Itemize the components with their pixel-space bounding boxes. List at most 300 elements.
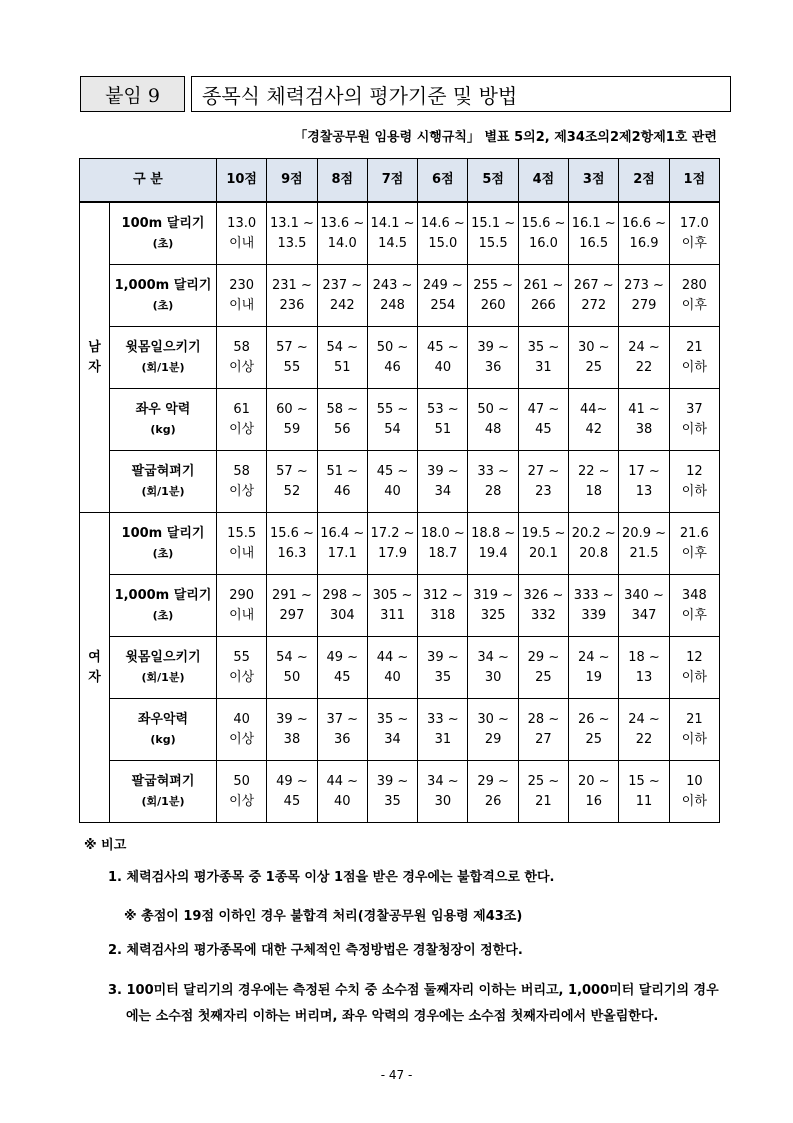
score-value-line: 18.7 [428, 545, 458, 561]
score-value-line: 41 ~ [628, 401, 660, 417]
score-value-line: 45 [535, 421, 552, 437]
score-value-line: 248 [380, 297, 405, 313]
score-value-line: 15.0 [428, 235, 458, 251]
score-value-line: 14.5 [378, 235, 408, 251]
score-value-line: 14.0 [327, 235, 357, 251]
score-value-line: 20.1 [528, 545, 558, 561]
score-value-cell [468, 265, 518, 327]
score-value-line: 45 ~ [427, 339, 459, 355]
gender-char: 자 [88, 669, 101, 685]
score-value-line: 16.3 [277, 545, 307, 561]
score-value-cell [267, 761, 317, 823]
score-value-line: 23 [535, 483, 552, 499]
score-value-line: 51 [434, 421, 452, 437]
score-value-line: 50 [283, 669, 301, 685]
event-cell [110, 389, 217, 451]
score-value-line: 40 [434, 359, 452, 375]
score-value-line: 이내 [229, 297, 255, 313]
score-value-line: 59 [283, 421, 301, 437]
score-value-line: 40 [233, 711, 250, 727]
score-value-line: 이상 [229, 359, 255, 375]
score-value-line: 326 ~ [523, 587, 564, 603]
score-value-line: 36 [484, 359, 502, 375]
score-value-cell [569, 761, 619, 823]
score-value-line: 34 ~ [427, 773, 459, 789]
score-value-cell [569, 389, 619, 451]
score-value-line: 266 [531, 297, 556, 313]
score-value-line: 319 ~ [473, 587, 514, 603]
score-value-line: 45 ~ [376, 463, 409, 479]
score-value-cell [518, 327, 568, 389]
score-value-line: 25 [585, 359, 602, 375]
score-value-line: 58 [233, 339, 250, 355]
score-value-line: 이후 [681, 235, 707, 251]
score-value-line: 27 [535, 731, 552, 747]
score-value-line: 37 [686, 401, 703, 417]
score-value-line: 47 ~ [527, 401, 560, 417]
score-value-cell [217, 202, 267, 265]
score-value-line: 297 [279, 607, 305, 623]
score-value-line: 279 [631, 297, 657, 313]
score-value-line: 54 ~ [326, 339, 359, 355]
score-value-cell [619, 575, 669, 637]
table-row [80, 637, 720, 699]
score-value-line: 325 [480, 607, 506, 623]
score-value-line: 254 [430, 297, 456, 313]
division-header: 구 분 [80, 159, 217, 203]
score-value-line: 10 [686, 773, 703, 789]
score-value-cell [669, 575, 719, 637]
score-value-line: 31 [535, 359, 552, 375]
score-value-line: 13.5 [277, 235, 307, 251]
score-header: 3점 [569, 159, 619, 203]
score-value-line: 20.9 ~ [622, 525, 667, 541]
score-value-cell [468, 513, 518, 575]
score-value-line: 이상 [229, 793, 255, 809]
score-value-line: 25 [585, 731, 602, 747]
score-value-cell [267, 265, 317, 327]
score-value-line: 242 [329, 297, 355, 313]
score-value-line: 18.8 ~ [471, 525, 516, 541]
score-value-line: 44 ~ [326, 773, 359, 789]
score-value-cell [317, 575, 367, 637]
score-value-line: 15.6 ~ [269, 525, 314, 541]
score-value-cell [619, 202, 669, 265]
event-unit: (회/1분) [141, 794, 185, 808]
score-value-cell [619, 513, 669, 575]
score-value-line: 298 ~ [322, 587, 363, 603]
score-value-cell [367, 327, 417, 389]
score-value-line: 44 ~ [376, 649, 409, 665]
score-value-cell [669, 513, 719, 575]
score-value-line: 15.6 ~ [521, 215, 566, 231]
score-value-cell [669, 451, 719, 513]
score-value-line: 이내 [229, 235, 255, 251]
score-value-cell [317, 389, 367, 451]
score-value-line: 17.2 ~ [370, 525, 415, 541]
score-value-cell [217, 637, 267, 699]
score-value-line: 260 [480, 297, 506, 313]
score-value-line: 237 ~ [322, 277, 363, 293]
score-value-line: 15.5 [478, 235, 508, 251]
score-value-cell [518, 637, 568, 699]
score-value-cell [669, 699, 719, 761]
table-header-row [80, 159, 720, 203]
event-unit: (회/1분) [141, 670, 185, 684]
score-value-cell [217, 265, 267, 327]
score-value-line: 18 ~ [628, 649, 660, 665]
page-number: - 47 - [380, 1068, 413, 1082]
score-value-line: 45 [333, 669, 351, 685]
event-cell [110, 451, 217, 513]
score-value-line: 30 ~ [577, 339, 610, 355]
score-value-cell [569, 699, 619, 761]
score-header: 1점 [669, 159, 719, 203]
score-value-line: 35 [384, 793, 401, 809]
score-value-line: 39 ~ [427, 649, 459, 665]
score-value-line: 18.0 ~ [420, 525, 465, 541]
score-value-line: 58 [233, 463, 250, 479]
table-row [80, 575, 720, 637]
score-value-cell [669, 202, 719, 265]
score-value-line: 347 [631, 607, 657, 623]
table-row [80, 451, 720, 513]
event-name: 1,000m 달리기 [114, 277, 212, 293]
score-value-line: 20 ~ [577, 773, 610, 789]
score-value-cell [418, 389, 468, 451]
score-value-cell [468, 327, 518, 389]
score-value-cell [267, 202, 317, 265]
score-value-line: 13.1 ~ [269, 215, 314, 231]
score-value-line: 267 ~ [573, 277, 614, 293]
score-value-line: 이하 [681, 793, 707, 809]
table-row [80, 761, 720, 823]
score-value-cell [518, 265, 568, 327]
event-cell [110, 265, 217, 327]
score-value-cell [569, 327, 619, 389]
score-value-cell [468, 761, 518, 823]
score-value-line: 26 [484, 793, 502, 809]
score-value-line: 39 ~ [376, 773, 409, 789]
score-value-line: 16.5 [579, 235, 609, 251]
score-value-line: 14.1 ~ [370, 215, 415, 231]
score-value-cell [518, 202, 568, 265]
score-value-line: 이하 [681, 483, 707, 499]
score-value-cell [267, 389, 317, 451]
score-value-cell [217, 575, 267, 637]
score-value-cell [418, 265, 468, 327]
score-value-line: 340 ~ [624, 587, 664, 603]
event-name: 1,000m 달리기 [114, 587, 212, 603]
score-value-line: 54 ~ [276, 649, 308, 665]
score-value-line: 이하 [681, 731, 707, 747]
score-value-line: 273 ~ [624, 277, 664, 293]
score-value-line: 50 ~ [477, 401, 509, 417]
event-unit: (초) [152, 298, 174, 312]
score-value-line: 35 [434, 669, 452, 685]
score-value-line: 16.0 [528, 235, 558, 251]
score-value-line: 13 [635, 483, 653, 499]
score-value-line: 28 ~ [527, 711, 560, 727]
score-value-cell [518, 451, 568, 513]
score-value-cell [217, 761, 267, 823]
score-value-line: 16.6 ~ [622, 215, 667, 231]
score-value-line: 31 [434, 731, 452, 747]
score-value-line: 이후 [681, 607, 707, 623]
event-unit: (초) [152, 236, 174, 250]
score-value-line: 51 ~ [326, 463, 359, 479]
score-value-line: 24 ~ [577, 649, 610, 665]
score-value-line: 17 ~ [628, 463, 660, 479]
score-value-line: 30 [434, 793, 452, 809]
score-value-cell [569, 265, 619, 327]
score-value-line: 15 ~ [628, 773, 660, 789]
event-name: 100m 달리기 [121, 215, 205, 231]
event-cell [110, 202, 217, 265]
score-value-line: 57 ~ [276, 463, 308, 479]
score-value-cell [418, 699, 468, 761]
score-value-cell [217, 513, 267, 575]
attachment-tag: 붙임 9 [80, 76, 185, 112]
score-value-line: 이상 [229, 669, 255, 685]
score-value-cell [468, 637, 518, 699]
score-value-line: 304 [329, 607, 355, 623]
score-value-line: 57 ~ [276, 339, 308, 355]
score-value-cell [317, 761, 367, 823]
score-value-line: 33 ~ [477, 463, 509, 479]
score-value-cell [317, 513, 367, 575]
score-value-cell [619, 327, 669, 389]
score-header: 2점 [619, 159, 669, 203]
score-value-cell [367, 389, 417, 451]
score-value-cell [367, 513, 417, 575]
score-value-line: 272 [581, 297, 607, 313]
score-value-line: 231 ~ [272, 277, 312, 293]
score-value-line: 21 [535, 793, 552, 809]
score-value-line: 15.1 ~ [471, 215, 516, 231]
score-value-line: 30 ~ [477, 711, 509, 727]
score-value-line: 58 ~ [326, 401, 359, 417]
event-cell [110, 637, 217, 699]
score-value-line: 318 [430, 607, 456, 623]
event-cell [110, 575, 217, 637]
score-value-line: 60 ~ [276, 401, 308, 417]
score-value-line: 52 [283, 483, 301, 499]
table-row [80, 699, 720, 761]
score-value-cell [217, 699, 267, 761]
score-value-cell [267, 637, 317, 699]
score-header: 4점 [518, 159, 568, 203]
score-value-line: 35 ~ [527, 339, 560, 355]
score-value-cell [569, 451, 619, 513]
score-value-line: 291 ~ [272, 587, 312, 603]
score-value-cell [619, 265, 669, 327]
score-value-line: 29 ~ [527, 649, 560, 665]
note-item-1-sub: ※ 총점이 19점 이하인 경우 불합격 처리(경찰공무원 임용령 제43조) [124, 909, 523, 924]
score-value-line: 38 [283, 731, 301, 747]
score-value-cell [518, 761, 568, 823]
score-value-cell [669, 761, 719, 823]
score-value-line: 33 ~ [427, 711, 459, 727]
score-value-line: 243 ~ [372, 277, 413, 293]
score-value-line: 13.0 [227, 215, 257, 231]
event-cell [110, 327, 217, 389]
score-value-line: 46 [384, 359, 401, 375]
score-value-line: 255 ~ [473, 277, 514, 293]
score-value-cell [267, 575, 317, 637]
score-value-cell [317, 202, 367, 265]
score-value-line: 46 [333, 483, 351, 499]
score-value-cell [468, 202, 518, 265]
score-value-cell [619, 451, 669, 513]
score-value-line: 24 ~ [628, 711, 660, 727]
score-value-cell [418, 202, 468, 265]
table-row [80, 513, 720, 575]
score-value-cell [267, 699, 317, 761]
score-value-line: 38 [635, 421, 653, 437]
table-body [80, 202, 720, 823]
score-value-line: 50 [233, 773, 250, 789]
gender-char: 여 [88, 649, 101, 665]
score-value-cell [418, 513, 468, 575]
score-value-line: 16 [585, 793, 602, 809]
score-value-cell [569, 513, 619, 575]
score-value-cell [217, 451, 267, 513]
score-value-line: 53 ~ [427, 401, 459, 417]
score-value-line: 40 [384, 669, 401, 685]
score-value-line: 12 [686, 649, 703, 665]
score-value-line: 44~ [580, 401, 608, 417]
score-header: 9점 [267, 159, 317, 203]
score-value-line: 17.1 [327, 545, 357, 561]
note-item-1: 1. 체력검사의 평가종목 중 1종목 이상 1점을 받은 경우에는 불합격으로 한다. [108, 870, 555, 885]
score-value-line: 19.4 [478, 545, 508, 561]
score-value-cell [267, 327, 317, 389]
score-value-line: 20.8 [579, 545, 609, 561]
event-unit: (회/1분) [141, 484, 185, 498]
table-row [80, 265, 720, 327]
document-header [80, 76, 731, 112]
score-value-cell [367, 575, 417, 637]
score-value-line: 230 [229, 277, 255, 293]
score-value-cell [619, 389, 669, 451]
score-value-cell [418, 761, 468, 823]
score-value-line: 17.0 [679, 215, 709, 231]
event-cell [110, 699, 217, 761]
score-value-line: 36 [333, 731, 351, 747]
score-header: 10점 [217, 159, 267, 203]
score-value-line: 21.6 [679, 525, 709, 541]
score-value-cell [619, 637, 669, 699]
score-value-line: 40 [384, 483, 401, 499]
score-value-line: 이하 [681, 669, 707, 685]
score-value-cell [367, 451, 417, 513]
notes-section [84, 834, 724, 1044]
gender-char: 자 [88, 359, 101, 375]
score-value-line: 305 ~ [372, 587, 413, 603]
event-unit: (초) [152, 608, 174, 622]
score-value-cell [317, 265, 367, 327]
score-value-line: 34 [434, 483, 452, 499]
event-cell [110, 513, 217, 575]
score-value-line: 16.9 [629, 235, 659, 251]
score-value-line: 34 [384, 731, 401, 747]
score-value-line: 54 [384, 421, 401, 437]
score-value-cell [669, 637, 719, 699]
score-value-line: 19 [585, 669, 602, 685]
score-value-line: 49 ~ [276, 773, 308, 789]
score-value-line: 25 ~ [527, 773, 560, 789]
score-value-line: 40 [333, 793, 351, 809]
score-value-cell [367, 265, 417, 327]
score-value-line: 14.6 ~ [420, 215, 465, 231]
score-value-cell [317, 637, 367, 699]
score-value-cell [317, 699, 367, 761]
score-value-line: 332 [531, 607, 556, 623]
score-value-line: 50 ~ [376, 339, 409, 355]
score-value-line: 55 ~ [376, 401, 409, 417]
score-value-line: 이상 [229, 483, 255, 499]
score-value-line: 348 [681, 587, 707, 603]
score-value-line: 37 ~ [326, 711, 359, 727]
event-name: 팔굽혀펴기 [131, 463, 195, 479]
score-value-cell [418, 451, 468, 513]
note-item-3: 3. 100미터 달리기의 경우에는 측정된 수치 중 소수점 둘째자리 이하는 버리고, 1,000미터 달리기의 경우에는 소수점 첫째자리 이하는 버리며, 좌우 악력의 경우에는 소수점 첫째자리에서 반올림한다. [108, 983, 719, 1024]
score-value-line: 56 [333, 421, 351, 437]
score-value-line: 21.5 [629, 545, 659, 561]
score-header: 6점 [418, 159, 468, 203]
score-value-line: 이상 [229, 421, 255, 437]
score-value-cell [267, 451, 317, 513]
score-value-cell [468, 389, 518, 451]
score-value-cell [367, 202, 417, 265]
score-value-cell [518, 575, 568, 637]
score-value-cell [418, 575, 468, 637]
score-value-line: 15.5 [227, 525, 257, 541]
score-value-line: 27 ~ [527, 463, 560, 479]
note-item-2: 2. 체력검사의 평가종목에 대한 구체적인 측정방법은 경찰청장이 정한다. [108, 943, 523, 958]
score-value-line: 30 [484, 669, 502, 685]
score-value-line: 22 ~ [577, 463, 610, 479]
score-value-line: 333 ~ [573, 587, 614, 603]
score-value-line: 236 [279, 297, 305, 313]
event-name: 윗몸일으키기 [125, 339, 201, 355]
table-row [80, 389, 720, 451]
score-value-cell [619, 699, 669, 761]
score-value-line: 48 [484, 421, 502, 437]
score-value-cell [569, 575, 619, 637]
event-unit: (회/1분) [141, 360, 185, 374]
score-value-line: 22 [635, 731, 653, 747]
score-value-cell [217, 327, 267, 389]
score-value-line: 42 [585, 421, 602, 437]
notes-heading: ※ 비고 [84, 838, 127, 853]
score-value-line: 25 [535, 669, 552, 685]
score-value-cell [317, 327, 367, 389]
score-value-cell [468, 451, 518, 513]
score-value-cell [367, 637, 417, 699]
event-name: 윗몸일으키기 [125, 649, 201, 665]
score-value-cell [669, 389, 719, 451]
score-value-cell [518, 699, 568, 761]
score-value-cell [267, 513, 317, 575]
score-value-line: 29 ~ [477, 773, 509, 789]
score-value-cell [669, 327, 719, 389]
score-value-line: 39 ~ [477, 339, 509, 355]
score-header: 5점 [468, 159, 518, 203]
score-value-cell [468, 699, 518, 761]
score-value-cell [317, 451, 367, 513]
